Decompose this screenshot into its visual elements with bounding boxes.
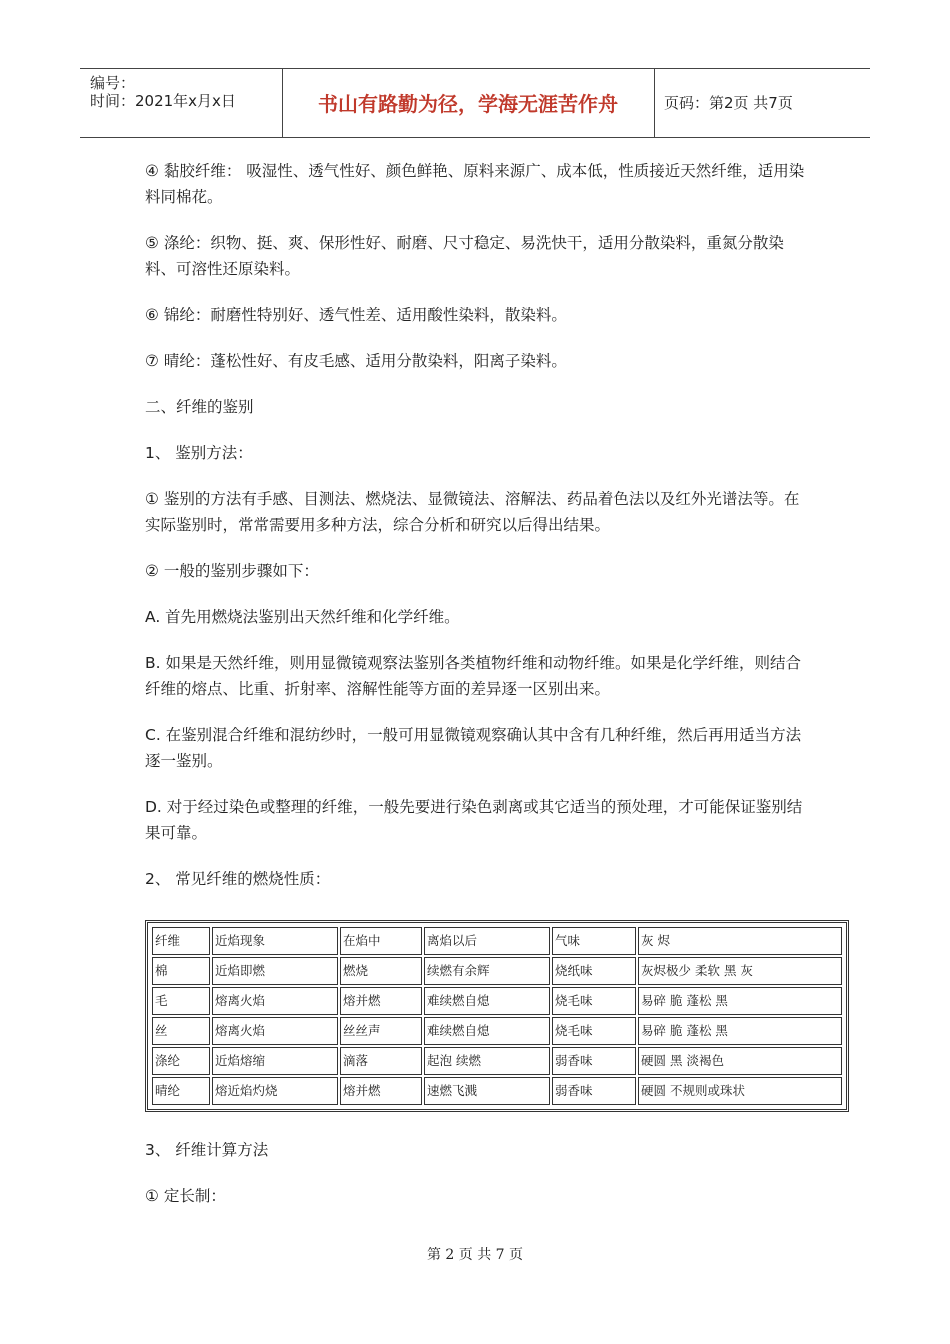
table-row xyxy=(152,1047,842,1075)
table-row xyxy=(152,987,842,1015)
header-motto: 书山有路勤为径，学海无涯苦作舟 xyxy=(318,92,618,116)
table-cell: 弱香味 xyxy=(552,1077,636,1105)
page-footer: 第 2 页 共 7 页 xyxy=(426,1247,524,1263)
table-cell: 燃烧 xyxy=(340,957,422,985)
table-cell: 近焰即燃 xyxy=(212,957,338,985)
subheading-methods: 1、 鉴别方法： xyxy=(145,444,253,462)
table-header-cell: 纤维 xyxy=(152,927,210,955)
table-cell: 烧毛味 xyxy=(552,1017,636,1045)
paragraph-step-a: A. 首先用燃烧法鉴别出天然纤维和化学纤维。 xyxy=(145,608,460,626)
paragraph-step-b: B. 如果是天然纤维，则用显微镜观察法鉴别各类植物纤维和动物纤维。如果是化学纤维，则结合纤维的熔点、比重、折射率、溶解性能等方面的差异逐一区别出来。 xyxy=(145,654,801,698)
body-text-continued xyxy=(145,1137,810,1209)
header-date: 时间：2021年x月x日 xyxy=(90,92,236,110)
table-row xyxy=(152,957,842,985)
table-cell: 难续燃自熄 xyxy=(424,987,550,1015)
table-cell: 晴纶 xyxy=(152,1077,210,1105)
table-header-cell: 离焰以后 xyxy=(424,927,550,955)
table-cell: 弱香味 xyxy=(552,1047,636,1075)
table-header-cell: 在焰中 xyxy=(340,927,422,955)
table-cell: 熔并燃 xyxy=(340,1077,422,1105)
table-cell: 硬圆 不规则或珠状 xyxy=(638,1077,842,1105)
table-cell: 熔离火焰 xyxy=(212,987,338,1015)
table-cell: 难续燃自熄 xyxy=(424,1017,550,1045)
table-cell: 熔近焰灼烧 xyxy=(212,1077,338,1105)
table-cell: 烧毛味 xyxy=(552,987,636,1015)
table-row xyxy=(152,1017,842,1045)
subheading-burning: 2、 常见纤维的燃烧性质： xyxy=(145,870,331,888)
table-cell: 丝丝声 xyxy=(340,1017,422,1045)
serial-number: 编号： xyxy=(90,74,136,92)
section-heading-identification: 二、纤维的鉴别 xyxy=(145,398,254,416)
paragraph-polyester: ⑤ 涤纶：织物、挺、爽、保形性好、耐磨、尺寸稳定、易洗快干，适用分散染料，重氮分散染料、可溶性还原染料。 xyxy=(145,234,784,278)
table-cell: 速燃飞溅 xyxy=(424,1077,550,1105)
paragraph-nylon: ⑥ 锦纶：耐磨性特别好、透气性差、适用酸性染料，散染料。 xyxy=(145,306,567,324)
paragraph-step-c: C. 在鉴别混合纤维和混纺纱时，一般可用显微镜观察确认其中含有几种纤维，然后再用适当方法逐一鉴别。 xyxy=(145,726,802,770)
paragraph-viscose: ④ 黏胶纤维： 吸湿性、透气性好、颜色鲜艳、原料来源广、成本低，性质接近天然纤维，适用染料同棉花。 xyxy=(145,162,805,206)
table-cell: 滴落 xyxy=(340,1047,422,1075)
body-text xyxy=(145,158,810,892)
burning-table xyxy=(145,920,849,1112)
table-cell: 易碎 脆 蓬松 黑 xyxy=(638,987,842,1015)
table-row xyxy=(152,1077,842,1105)
table-header-row xyxy=(152,927,842,955)
table-cell: 毛 xyxy=(152,987,210,1015)
table-cell: 烧纸味 xyxy=(552,957,636,985)
paragraph-step-d: D. 对于经过染色或整理的纤维，一般先要进行染色剥离或其它适当的预处理，才可能保证鉴别结果可靠。 xyxy=(145,798,803,842)
header-center-cell xyxy=(282,69,655,137)
table-cell: 熔离火焰 xyxy=(212,1017,338,1045)
header-left-cell xyxy=(80,69,283,137)
paragraph-steps-intro: ② 一般的鉴别步骤如下： xyxy=(145,562,319,580)
header-right-cell xyxy=(654,69,870,137)
table-cell: 丝 xyxy=(152,1017,210,1045)
table-cell: 起泡 续燃 xyxy=(424,1047,550,1075)
table-header-cell: 气味 xyxy=(552,927,636,955)
table-cell: 棉 xyxy=(152,957,210,985)
table-cell: 熔并燃 xyxy=(340,987,422,1015)
paragraph-methods: ① 鉴别的方法有手感、目测法、燃烧法、显微镜法、溶解法、药品着色法以及红外光谱法等。在实际鉴别时，常常需要用多种方法，综合分析和研究以后得出结果。 xyxy=(145,490,800,534)
subheading-calculation: 3、 纤维计算方法 xyxy=(145,1141,269,1159)
table-cell: 易碎 脆 蓬松 黑 xyxy=(638,1017,842,1045)
table-header-cell: 灰 烬 xyxy=(638,927,842,955)
paragraph-acrylic: ⑦ 晴纶：蓬松性好、有皮毛感、适用分散染料，阳离子染料。 xyxy=(145,352,567,370)
table-cell: 涤纶 xyxy=(152,1047,210,1075)
table-cell: 硬圆 黑 淡褐色 xyxy=(638,1047,842,1075)
header-page-number: 页码：第2页 共7页 xyxy=(664,94,793,112)
paragraph-fixed-length: ① 定长制： xyxy=(145,1187,226,1205)
page-header xyxy=(80,68,870,138)
table-cell: 续燃有余辉 xyxy=(424,957,550,985)
table-cell: 灰烬极少 柔软 黑 灰 xyxy=(638,957,842,985)
table-cell: 近焰熔缩 xyxy=(212,1047,338,1075)
table-header-cell: 近焰现象 xyxy=(212,927,338,955)
